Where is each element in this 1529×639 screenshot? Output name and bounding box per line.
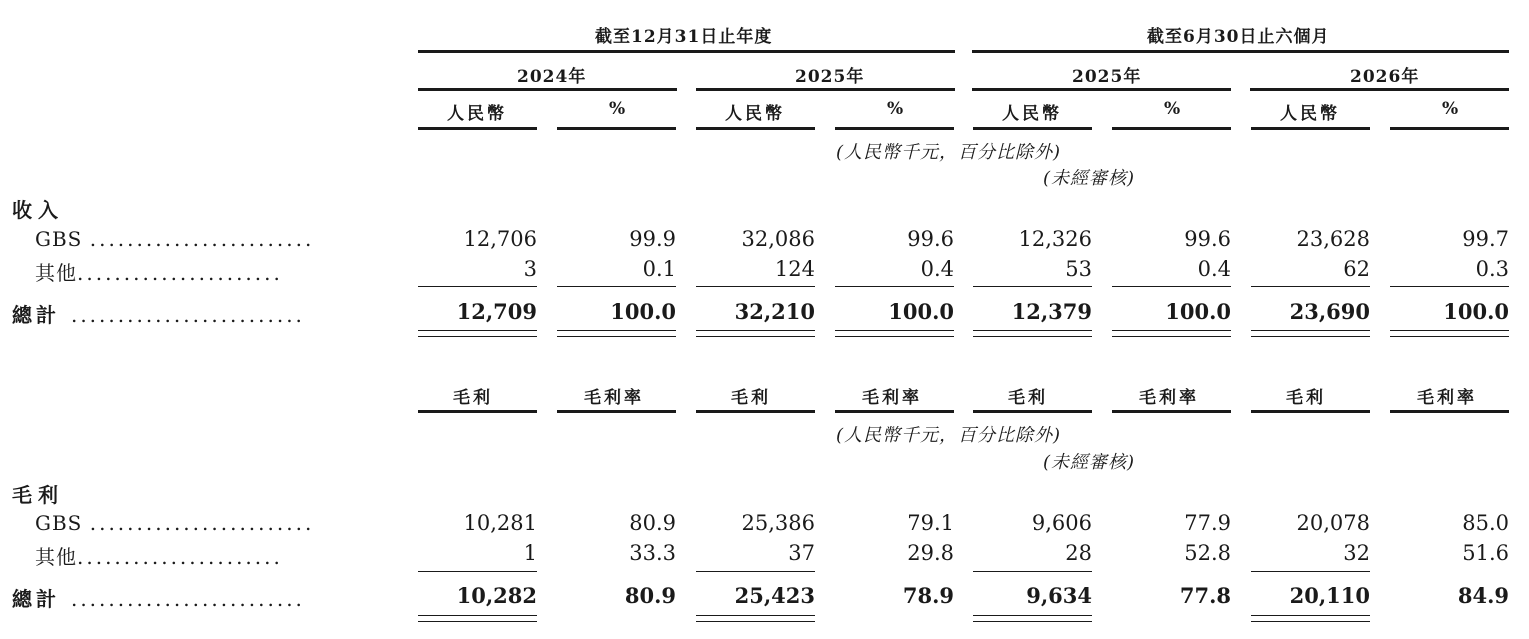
gp-col-gp-3: 毛利 [1008,388,1048,408]
rev-total-name: 總計 [12,303,60,327]
gp-dbl-rule-1a [418,615,537,616]
rev-col-rule-5 [973,127,1092,130]
rev-dbl-rule-5a [973,330,1092,331]
gp-gbs-v4: 79.1 [907,511,954,535]
rev-gbs-v2: 99.9 [629,227,676,251]
gp-other-v6: 52.8 [1184,541,1231,565]
rev-gbs-v7: 23,628 [1296,227,1370,251]
gp-gbs-v2: 80.9 [629,511,676,535]
gp-dbl-rule-4b [1251,621,1370,622]
rev-total-v4: 100.0 [888,299,954,324]
rev-col-rule-7 [1251,127,1370,130]
gp-gbs-v7: 20,078 [1296,511,1370,535]
gp-row-other-label [35,541,283,570]
rev-sub-rule-3 [696,286,815,287]
rev-gbs-v8: 99.7 [1462,227,1509,251]
gp-total-v3: 25,423 [734,583,815,608]
year-header-3: 2025年 [1072,67,1142,87]
gp-total-v8: 84.9 [1457,583,1509,608]
rev-other-v1: 3 [523,257,537,281]
gp-total-dots: ......................... [70,587,305,611]
rev-row-other-name: 其他 [35,261,77,285]
gp-gbs-v3: 25,386 [741,511,815,535]
gp-dbl-rule-3a [973,615,1092,616]
gp-dbl-rule-2b [696,621,815,622]
gp-row-gbs-name: GBS [35,511,83,535]
period-rule-six-months [972,50,1509,53]
rev-sub-rule-8 [1390,286,1509,287]
rev-sub-rule-4 [835,286,954,287]
gp-col-rule-6 [1112,410,1231,413]
rev-other-v4: 0.4 [920,257,954,281]
rev-total-v1: 12,709 [456,299,537,324]
gp-col-gp-1: 毛利 [453,388,493,408]
gp-col-margin-4: 毛利率 [1417,388,1477,408]
gp-total-v5: 9,634 [1026,583,1092,608]
rev-row-gbs-label [35,227,314,251]
year-header-2: 2025年 [795,67,865,87]
gp-sub-rule-4 [1251,571,1370,572]
rev-col-pct-1: % [609,99,629,119]
rev-col-pct-2: % [887,99,907,119]
unaudited-note-2: (未經審核) [1043,452,1136,473]
rev-other-v8: 0.3 [1475,257,1509,281]
gp-other-v3: 37 [788,541,815,565]
year-rule-2 [696,88,955,91]
rev-dbl-rule-2b [557,336,676,337]
gp-col-margin-1: 毛利率 [584,388,644,408]
gp-other-v4: 29.8 [907,541,954,565]
rev-col-rmb-4: 人民幣 [1280,104,1340,124]
rev-total-v2: 100.0 [610,299,676,324]
rev-gbs-v3: 32,086 [741,227,815,251]
rev-total-label [12,299,305,328]
rev-dbl-rule-1a [418,330,537,331]
gp-dbl-rule-4a [1251,615,1370,616]
rev-col-rule-6 [1112,127,1231,130]
rev-dbl-rule-5b [973,336,1092,337]
rev-col-rule-4 [835,127,954,130]
rev-dbl-rule-1b [418,336,537,337]
rev-total-v3: 32,210 [734,299,815,324]
gp-gbs-v8: 85.0 [1462,511,1509,535]
rev-col-pct-3: % [1164,99,1184,119]
rev-col-rmb-2: 人民幣 [725,104,785,124]
gp-other-v5: 28 [1065,541,1092,565]
year-rule-4 [1250,88,1509,91]
rev-row-gbs-name: GBS [35,227,83,251]
gp-total-name: 總計 [12,587,60,611]
rev-sub-rule-7 [1251,286,1370,287]
gp-other-v1: 1 [523,541,537,565]
rev-row-other-label [35,257,283,286]
gp-col-gp-4: 毛利 [1286,388,1326,408]
unaudited-note-1: (未經審核) [1043,168,1136,189]
gp-col-rule-1 [418,410,537,413]
rev-gbs-v1: 12,706 [463,227,537,251]
gp-row-gbs-label [35,511,314,535]
gp-other-v8: 51.6 [1462,541,1509,565]
gp-sub-rule-3 [973,571,1092,572]
gp-col-margin-2: 毛利率 [862,388,922,408]
period-rule-year-end [418,50,955,53]
rev-sub-rule-6 [1112,286,1231,287]
rev-dbl-rule-8b [1390,336,1509,337]
gp-row-gbs-dots: ........................ [89,511,315,535]
gp-col-gp-2: 毛利 [731,388,771,408]
rev-dbl-rule-6a [1112,330,1231,331]
gp-col-rule-8 [1390,410,1509,413]
gp-total-v6: 77.8 [1179,583,1231,608]
rev-total-v7: 23,690 [1289,299,1370,324]
rev-col-rule-1 [418,127,537,130]
gp-gbs-v5: 9,606 [1031,511,1092,535]
rev-dbl-rule-4b [835,336,954,337]
gp-col-rule-4 [835,410,954,413]
gp-total-v1: 10,282 [456,583,537,608]
rev-dbl-rule-7b [1251,336,1370,337]
rev-total-v8: 100.0 [1443,299,1509,324]
rev-dbl-rule-7a [1251,330,1370,331]
year-rule-3 [972,88,1231,91]
unit-note-1: (人民幣千元，百分比除外) [836,142,1062,163]
rev-col-rule-2 [557,127,676,130]
period-header-year-end: 截至12月31日止年度 [595,27,773,47]
gp-sub-rule-1 [418,571,537,572]
gp-other-v2: 33.3 [629,541,676,565]
gp-dbl-rule-2a [696,615,815,616]
rev-gbs-v5: 12,326 [1018,227,1092,251]
gp-dbl-rule-1b [418,621,537,622]
rev-col-rule-8 [1390,127,1509,130]
gp-row-other-name: 其他 [35,545,77,569]
rev-row-other-dots: ...................... [77,261,283,285]
gp-total-v7: 20,110 [1289,583,1370,608]
rev-col-rule-3 [696,127,815,130]
rev-total-v5: 12,379 [1011,299,1092,324]
gp-dbl-rule-3b [973,621,1092,622]
gp-col-rule-3 [696,410,815,413]
rev-dbl-rule-8a [1390,330,1509,331]
rev-other-v7: 62 [1343,257,1370,281]
rev-dbl-rule-3b [696,336,815,337]
gp-sub-rule-2 [696,571,815,572]
rev-col-rmb-1: 人民幣 [447,104,507,124]
gp-col-rule-7 [1251,410,1370,413]
unit-note-2: (人民幣千元，百分比除外) [836,425,1062,446]
rev-col-pct-4: % [1442,99,1462,119]
rev-total-v6: 100.0 [1165,299,1231,324]
rev-gbs-v6: 99.6 [1184,227,1231,251]
gp-gbs-v6: 77.9 [1184,511,1231,535]
gp-col-rule-2 [557,410,676,413]
rev-dbl-rule-6b [1112,336,1231,337]
rev-dbl-rule-2a [557,330,676,331]
gp-other-v7: 32 [1343,541,1370,565]
rev-other-v5: 53 [1065,257,1092,281]
gp-col-rule-5 [973,410,1092,413]
gp-row-other-dots: ...................... [77,545,283,569]
rev-other-v3: 124 [774,257,815,281]
gp-total-v2: 80.9 [624,583,676,608]
rev-sub-rule-5 [973,286,1092,287]
revenue-section-title: 收入 [12,198,64,222]
year-header-1: 2024年 [517,67,587,87]
rev-other-v2: 0.1 [642,257,676,281]
rev-col-rmb-3: 人民幣 [1002,104,1062,124]
rev-dbl-rule-3a [696,330,815,331]
gp-col-margin-3: 毛利率 [1139,388,1199,408]
rev-sub-rule-1 [418,286,537,287]
rev-row-gbs-dots: ........................ [89,227,315,251]
year-header-4: 2026年 [1350,67,1420,87]
gross-profit-section-title: 毛利 [12,483,64,507]
rev-other-v6: 0.4 [1197,257,1231,281]
period-header-six-months: 截至6月30日止六個月 [1147,27,1330,47]
rev-dbl-rule-4a [835,330,954,331]
rev-total-dots: ......................... [70,303,305,327]
rev-gbs-v4: 99.6 [907,227,954,251]
gp-total-label [12,583,305,612]
gp-total-v4: 78.9 [902,583,954,608]
year-rule-1 [418,88,677,91]
gp-gbs-v1: 10,281 [463,511,537,535]
rev-sub-rule-2 [557,286,676,287]
